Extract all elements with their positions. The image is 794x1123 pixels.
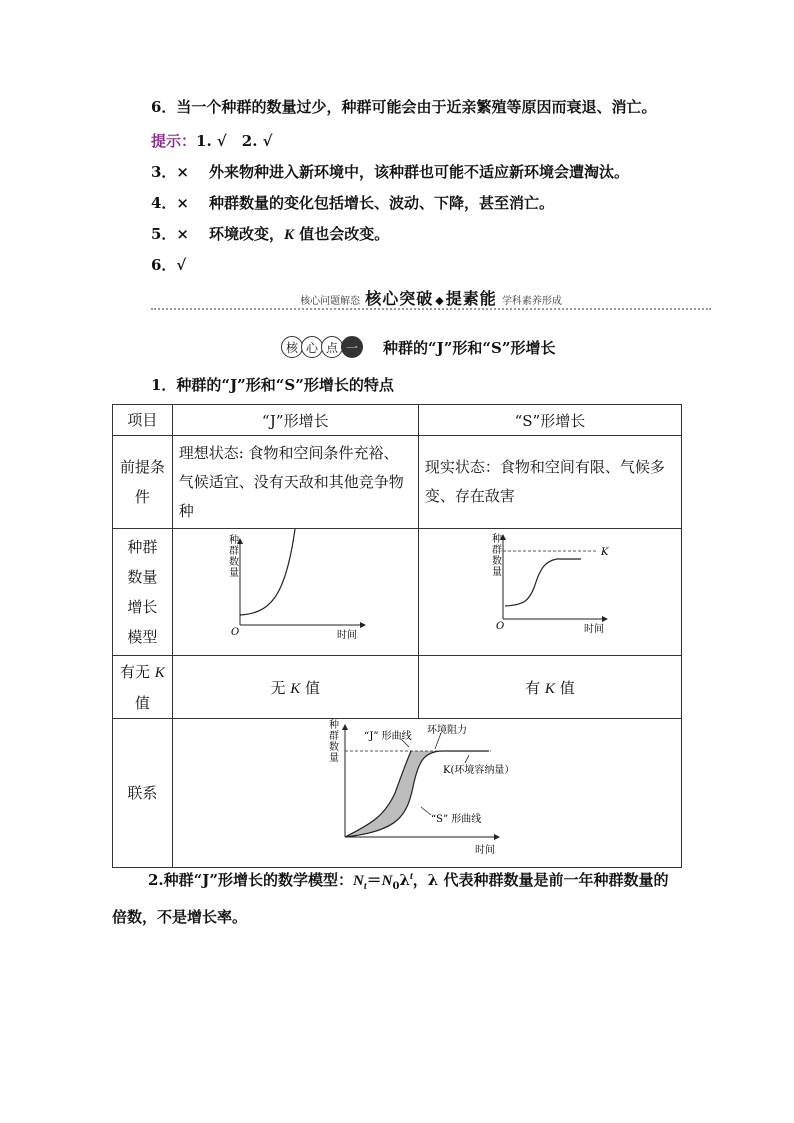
answer-3-text: 外来物种进入新环境中，该种群也可能不适应新环境会遭淘汰。 (209, 163, 630, 181)
capacity-leader (465, 755, 469, 763)
s-ylabel-2: 群 (491, 545, 502, 556)
banner-title-2: 提素能 (445, 289, 497, 308)
table-header-row (113, 405, 682, 436)
row-k-s-pre: 有 (525, 678, 545, 697)
c-ylabel-1: 种 (328, 720, 339, 731)
j-xlabel: 时间 (336, 630, 357, 641)
badge-char-1: 核 (281, 336, 303, 358)
item-6-statement: 6．当一个种群的数量过少，种群可能会由于近亲繁殖等原因而衰退、消亡。 (151, 98, 657, 116)
row-k-j-post: 值 (300, 678, 321, 697)
section-2-paragraph (112, 862, 682, 932)
formula-sup-t: t (410, 871, 413, 882)
keypoint-title: 种群的“J”形和“S”形增长 (383, 338, 556, 357)
table-row-k (113, 656, 682, 719)
hint-line (151, 130, 273, 151)
j-ylabel-3: 数 (228, 557, 239, 568)
answer-5-mark: 5．× (151, 225, 190, 243)
answer-4 (151, 192, 554, 213)
para2-lead: 2.种群“J”形增长的数学模型： (148, 871, 354, 889)
row-k-label-pre: 有无 (119, 662, 155, 681)
j-ylabel-4: 量 (228, 568, 239, 579)
formula-sub-t: t (363, 881, 367, 892)
row-model-s (418, 529, 681, 656)
badge-char-4: 一 (341, 336, 363, 358)
s-label-leader (421, 807, 431, 815)
hint-answers: 1. √ 2. √ (196, 132, 273, 150)
table-row-relation (113, 719, 682, 868)
row-k-j (172, 656, 418, 719)
row-relation-graph (172, 719, 681, 868)
s-growth-curve (505, 559, 581, 606)
badge-char-3: 点 (321, 336, 343, 358)
header-s: “S”形增长 (418, 405, 681, 436)
row-model-label: 种群数量增长模型 (113, 529, 173, 656)
c-capacity-label: K(环境容纳量） (442, 765, 515, 776)
s-ylabel-1: 种 (491, 534, 502, 545)
s-ylabel-4: 量 (491, 567, 502, 578)
table-row-premise (113, 436, 682, 529)
j-growth-curve (240, 529, 295, 615)
section-1-heading: 1．种群的“J”形和“S”形增长的特点 (151, 376, 394, 394)
j-ylabel-2: 群 (228, 546, 239, 557)
answer-6: 6．√ (151, 256, 187, 274)
row-k-j-pre: 无 (270, 678, 291, 697)
row-relation-label: 联系 (113, 719, 173, 868)
comparison-table (112, 404, 682, 868)
c-s-curve-label: “S” 形曲线 (430, 814, 481, 825)
banner-arrow-icon: ◆ (435, 294, 444, 307)
banner-left-caption: 核心问题解恣 (300, 296, 361, 307)
row-k-s-k: K (544, 680, 555, 697)
row-k-label-post: 值 (134, 693, 150, 712)
row-premise-label: 前提条件 (113, 436, 173, 529)
keypoint-badge (281, 336, 361, 358)
answer-5-text: 环境改变， (209, 225, 285, 243)
row-model-j (172, 529, 418, 656)
s-ylabel-3: 数 (491, 556, 502, 567)
banner-text (151, 286, 711, 309)
c-xlabel: 时间 (474, 845, 495, 856)
formula-lambda: λ (399, 871, 410, 889)
row-k-s-post: 值 (554, 678, 575, 697)
row-k-label (113, 656, 173, 719)
s-xlabel: 时间 (583, 624, 604, 635)
s-origin: O (495, 621, 505, 632)
table-row-model (113, 529, 682, 656)
formula-n: N (353, 873, 364, 889)
formula-eq: ＝ (366, 871, 382, 889)
formula-sub-0: 0 (392, 881, 400, 892)
row-k-s (418, 656, 681, 719)
s-curve-graph (419, 529, 675, 651)
c-resistance-label: 环境阻力 (426, 725, 467, 736)
c-j-curve-label: “J” 形曲线 (363, 731, 412, 742)
answer-4-text: 种群数量的变化包括增长、波动、下降，甚至消亡。 (209, 194, 555, 212)
j-origin: O (230, 627, 239, 638)
combined-curve-graph (173, 719, 668, 863)
para2-rest: ，λ 代表种群数量是前一年种群数量的倍数，不是增长率。 (112, 871, 669, 926)
row-premise-s: 现实状态：食物和空间有限、气候多变、存在敌害 (418, 436, 681, 529)
c-ylabel-2: 群 (328, 731, 339, 742)
answer-5 (151, 223, 389, 244)
row-k-j-k: K (290, 680, 301, 697)
answer-4-mark: 4．× (151, 194, 190, 212)
answer-3 (151, 161, 629, 182)
row-premise-j: 理想状态: 食物和空间条件充裕、气候适宜、没有天敌和其他竞争物种 (172, 436, 418, 529)
badge-char-2: 心 (301, 336, 323, 358)
answer-3-mark: 3．× (151, 163, 190, 181)
answer-5-k: K (284, 227, 295, 243)
banner-title-1: 核心突破 (365, 289, 434, 308)
j-curve-graph (173, 529, 412, 651)
j-ylabel-1: 种 (228, 535, 239, 546)
keypoint-heading (281, 336, 555, 358)
s-k-label: K (600, 547, 609, 558)
row-k-label-k: K (154, 664, 165, 681)
answer-5-text-end: 值也会改变。 (294, 225, 390, 243)
banner-right-caption: 学科素养形成 (501, 296, 562, 307)
c-ylabel-3: 数 (328, 742, 339, 753)
header-j: “J”形增长 (172, 405, 418, 436)
c-ylabel-4: 量 (328, 753, 339, 764)
formula-n0: N (381, 873, 393, 889)
header-item: 项目 (113, 405, 173, 436)
section-banner (151, 286, 711, 312)
hint-label: 提示： (151, 132, 197, 150)
